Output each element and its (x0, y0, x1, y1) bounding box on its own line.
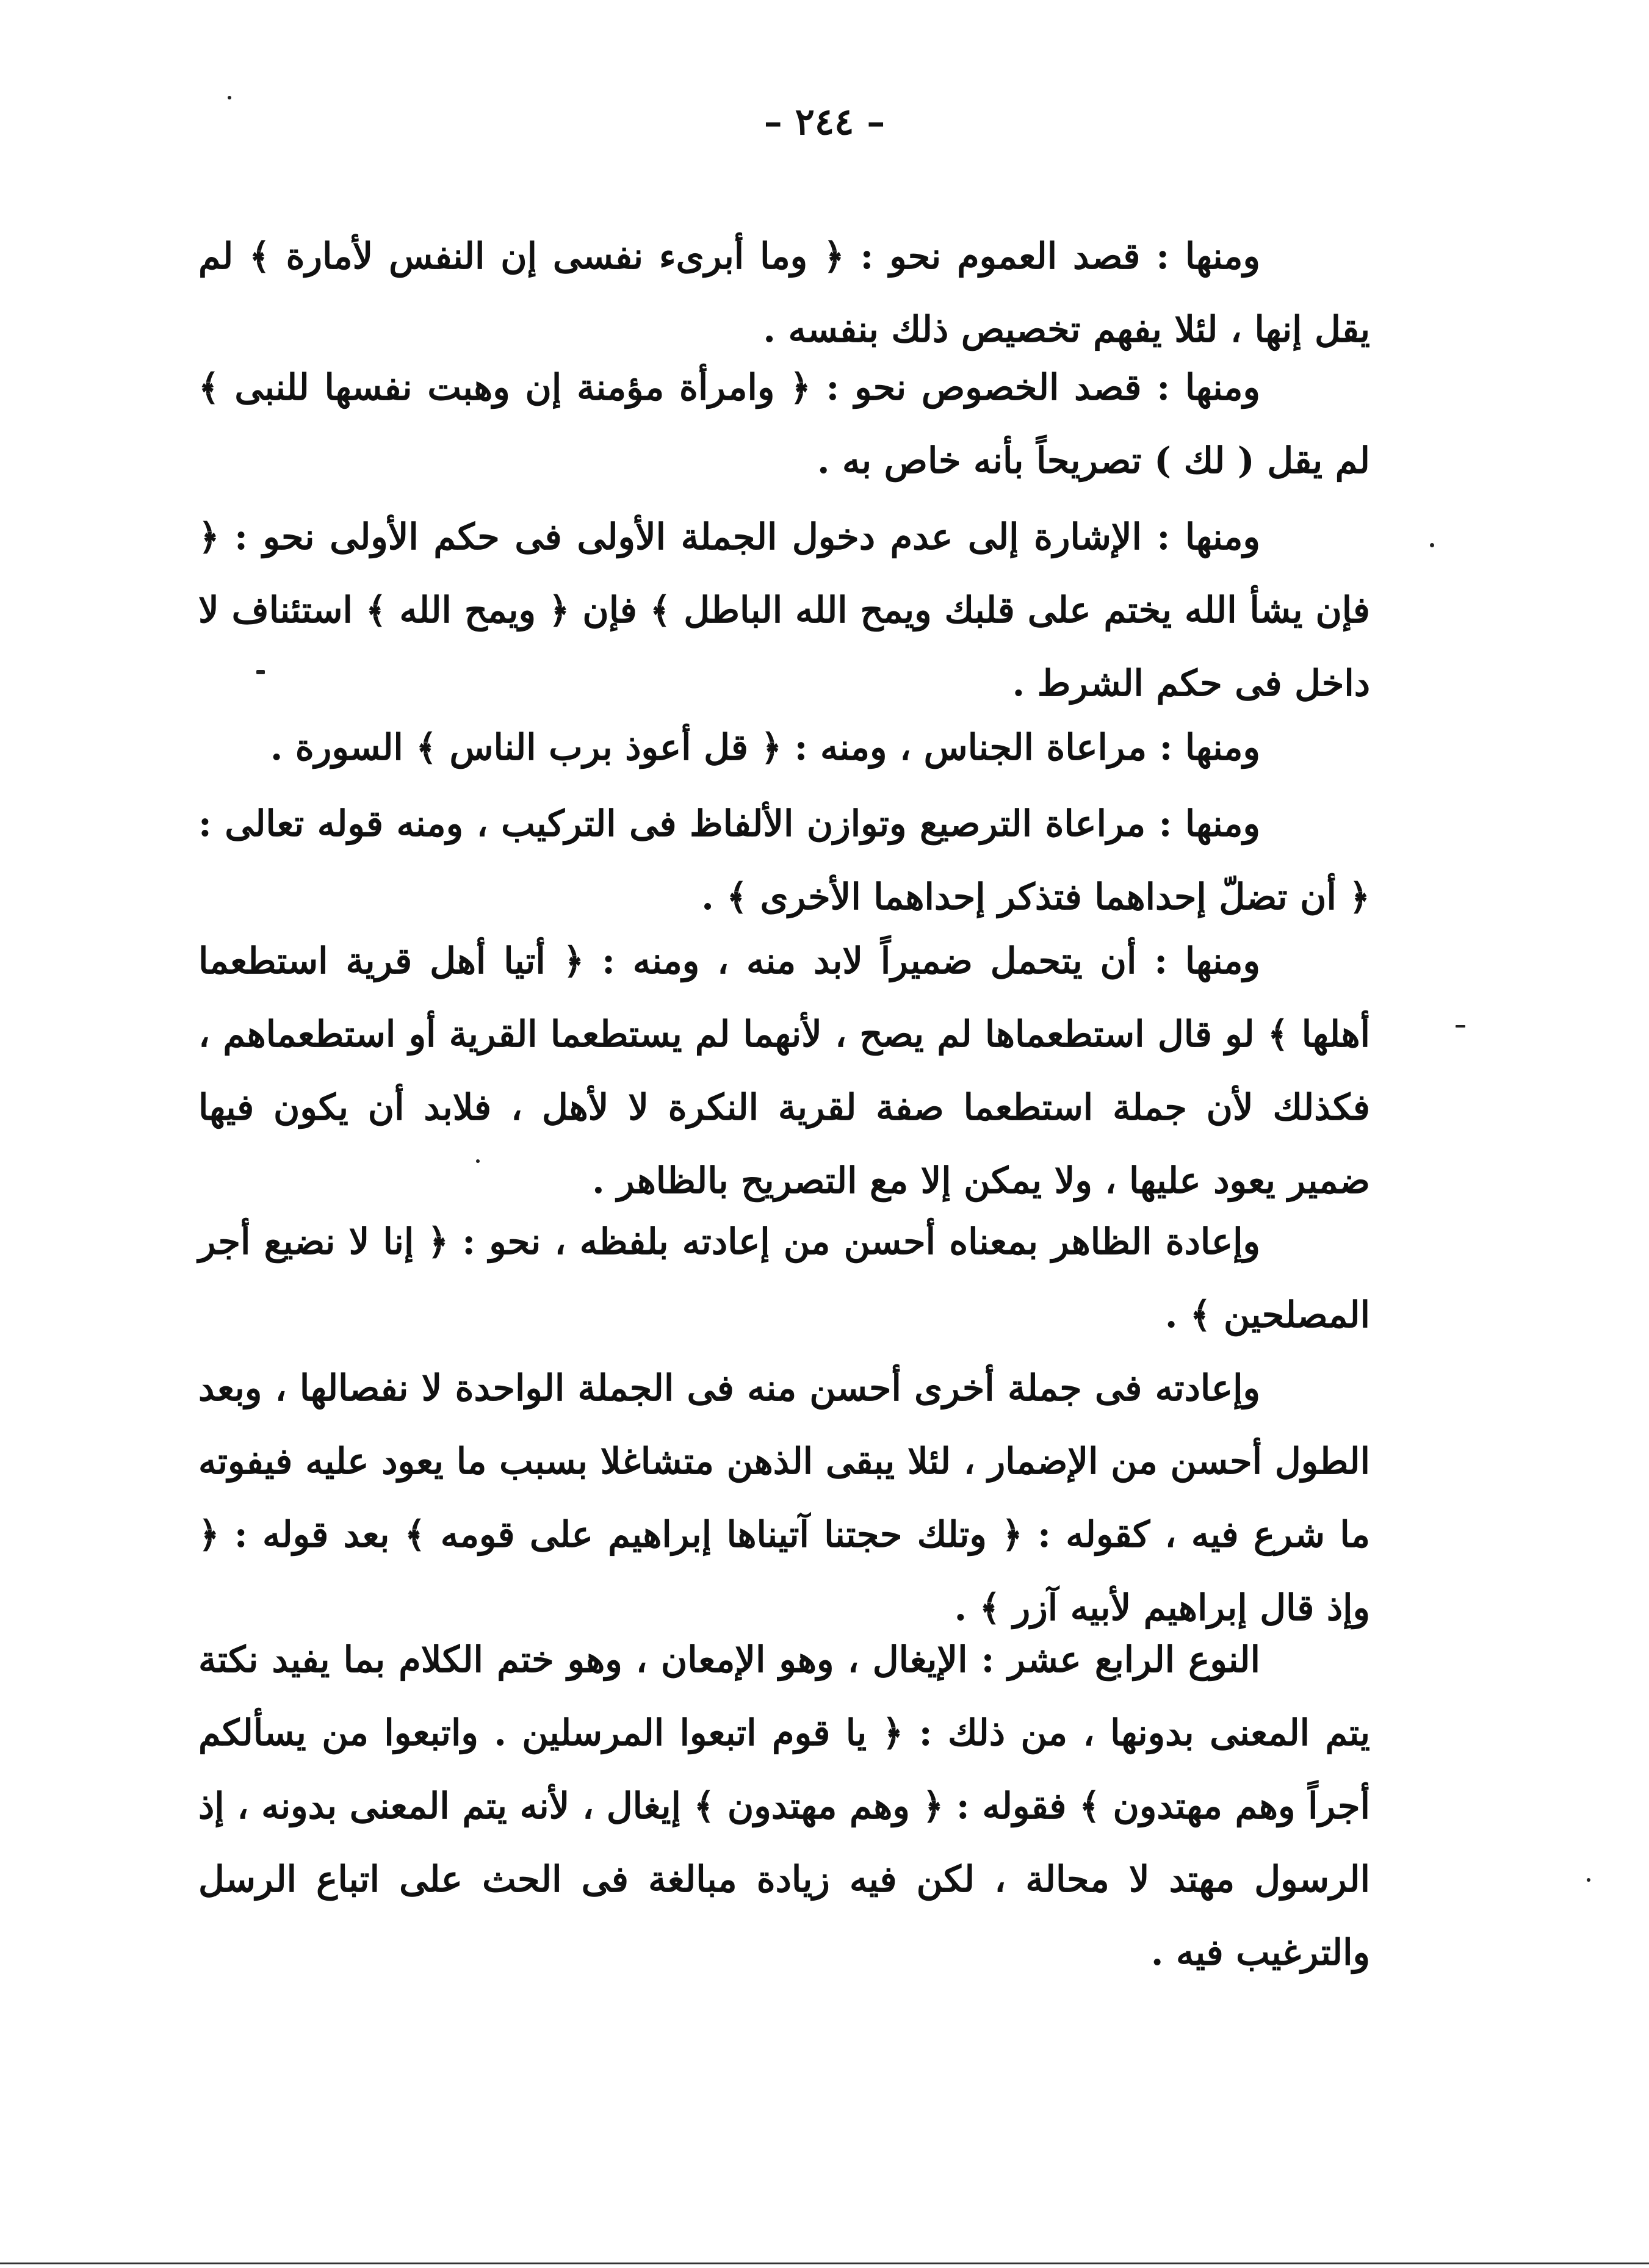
paragraph-7: وإعادة الظاهر بمعناه أحسن من إعادته بلفظه ، نحو : ﴿ إنا لا نضيع أجر المصلحين ﴾ . (198, 1220, 1370, 1336)
scan-speck (228, 96, 231, 99)
paragraph-4: ومنها : مراعاة الجناس ، ومنه : ﴿ قل أعوذ برب الناس ﴾ السورة . (270, 726, 1260, 768)
bottom-border-line (0, 2263, 1649, 2264)
paragraph-2: ومنها : قصد الخصوص نحو : ﴿ وامرأة مؤمنة إن وهبت نفسها للنبى ﴾ لم يقل ( لك ) تصريحاً بأنه خاص به . (198, 366, 1370, 481)
paragraph-5: ومنها : مراعاة الترصيع وتوازن الألفاظ فى التركيب ، ومنه قوله تعالى : ﴿ أن تضلّ إحداهما فتذكر إحداهما الأخرى ﴾ . (198, 802, 1370, 918)
paragraph-6: ومنها : أن يتحمل ضميراً لابد منه ، ومنه : ﴿ أتيا أهل قرية استطعما أهلها ﴾ لو قال استطعماها لم يصح ، لأنهما لم يستطعما القرية أو استطعماهم ، فكذلك لأن جملة استطعما صفة لقرية النكرة لا لأهل ، فلابد أن يكون فيها ضمير يعود عليها ، ولا يمكن إلا مع التصريح بالظاهر . (198, 940, 1370, 1201)
paragraph-1: ومنها : قصد العموم نحو : ﴿ وما أبرىء نفسى إن النفس لأمارة ﴾ لم يقل إنها ، لئلا يفهم تخصيص ذلك بنفسه . (198, 235, 1370, 350)
scan-speck (476, 1159, 480, 1163)
paragraph-3: ومنها : الإشارة إلى عدم دخول الجملة الأولى فى حكم الأولى نحو : ﴿ فإن يشأ الله يختم على قلبك ويمح الله الباطل ﴾ فإن ﴿ ويمح الله ﴾ استئناف لا داخل فى حكم الشرط . (198, 516, 1370, 704)
paragraph-8: وإعادته فى جملة أخرى أحسن منه فى الجملة الواحدة لا نفصالها ، وبعد الطول أحسن من الإضمار ، لئلا يبقى الذهن متشاغلا بسبب ما يعود عليه فيفوته ما شرع فيه ، كقوله : ﴿ وتلك حجتنا آتيناها إبراهيم على قومه ﴾ بعد قوله : ﴿ وإذ قال إبراهيم لأبيه آزر ﴾ . (198, 1367, 1370, 1629)
page-number: – ٢٤٤ – (763, 101, 886, 143)
scan-speck (1456, 1025, 1465, 1028)
scan-speck (1587, 1878, 1590, 1882)
paragraph-9: النوع الرابع عشر : الإيغال ، وهو الإمعان ، وهو ختم الكلام بما يفيد نكتة يتم المعنى بدونها ، من ذلك : ﴿ يا قوم اتبعوا المرسلين . واتبعوا من يسألكم أجراً وهم مهتدون ﴾ فقوله : ﴿ وهم مهتدون ﴾ إيغال ، لأنه يتم المعنى بدونه ، إذ الرسول مهتد لا محالة ، لكن فيه زيادة مبالغة فى الحث على اتباع الرسل والترغيب فيه . (198, 1638, 1370, 1973)
scan-speck (256, 670, 265, 674)
scan-speck (1430, 543, 1434, 547)
